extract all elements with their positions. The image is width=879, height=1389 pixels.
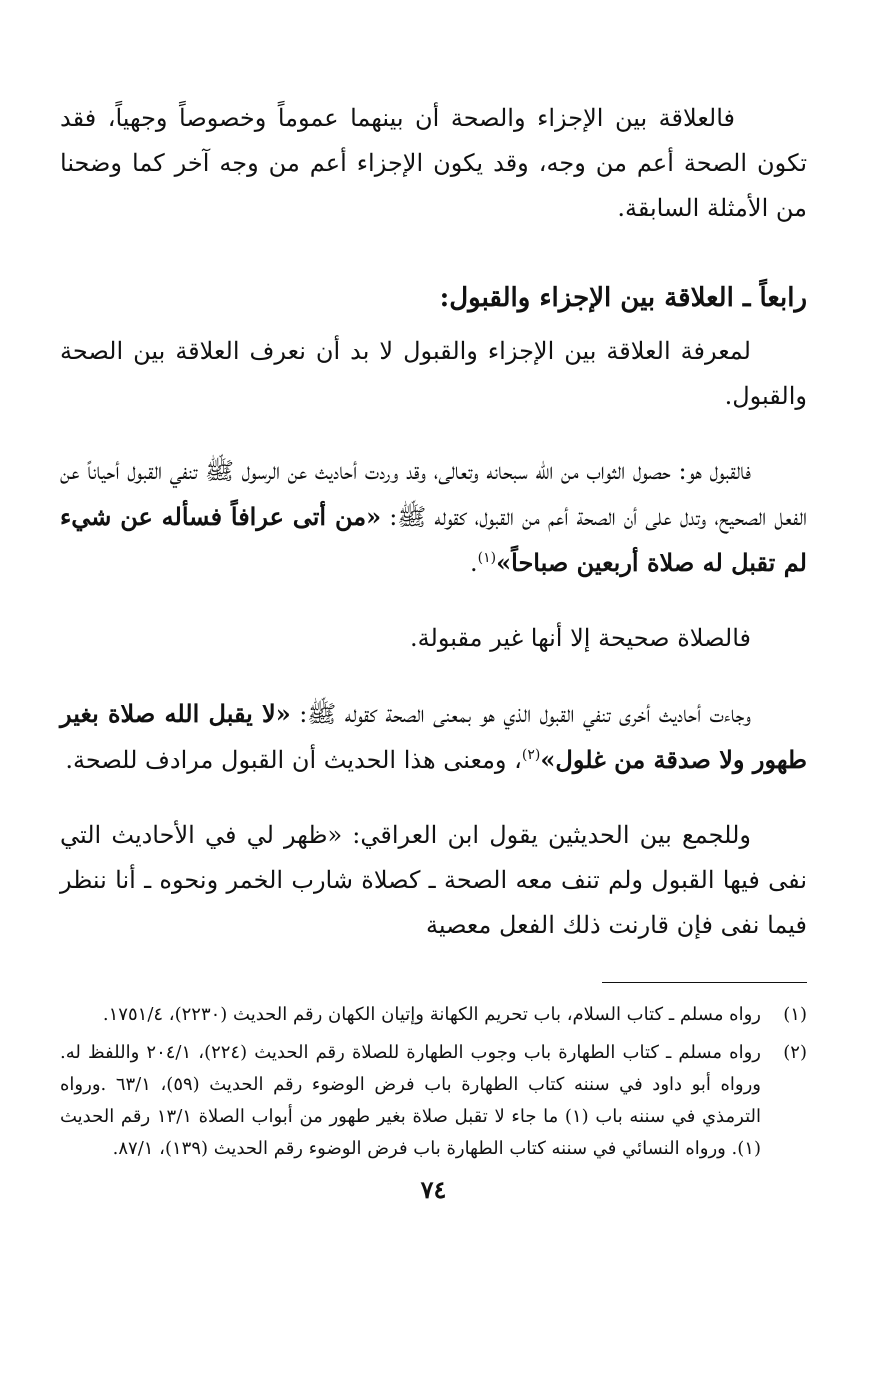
book-page	[60, 96, 807, 1349]
paragraph-acceptance-definition	[60, 449, 807, 586]
footnote-ref: (١)	[477, 550, 497, 566]
footnote-item	[60, 1037, 807, 1165]
paragraph-text: وجاءت أحاديث أخرى تنفي القبول الذي هو بمعنى الصحة كقوله ﷺ:	[290, 700, 752, 728]
page-number: ٧٤	[420, 1175, 447, 1204]
footnote-text: رواه مسلم ـ كتاب السلام، باب تحريم الكهانة وإتيان الكهان رقم الحديث (٢٢٣٠)، ١٧٥١/٤.	[102, 1004, 761, 1025]
footnote-item	[60, 999, 807, 1031]
footnote-divider	[602, 982, 807, 983]
footnote-number: (٢)	[783, 1042, 807, 1063]
paragraph-reconciliation: وللجمع بين الحديثين يقول ابن العراقي: «ظهر لي في الأحاديث التي نفى فيها القبول ولم تنف معه الصحة ـ كصلاة شارب الخمر ونحوه ـ أنا ننظر فيما نفى فإن قارنت ذلك الفعل معصية	[60, 821, 807, 939]
paragraph-relation-summary: فالعلاقة بين الإجزاء والصحة أن بينهما عموماً وخصوصاً وجهياً، فقد تكون الصحة أعم من وجه، وقد يكون الإجزاء أعم من وجه آخر كما وضحنا من الأمثلة السابقة.	[60, 104, 807, 222]
paragraph-valid-not-accepted: فالصلاة صحيحة إلا أنها غير مقبولة.	[410, 624, 751, 652]
hadith-quote: «من أتى عرافاً فسأله عن شيء لم تقبل له صلاة أربعين صباحاً»	[60, 502, 807, 577]
paragraph-text-end: ، ومعنى هذا الحديث أن القبول مرادف للصحة.	[65, 746, 522, 774]
paragraph-other-hadiths	[60, 691, 807, 783]
paragraph-intro: لمعرفة العلاقة بين الإجزاء والقبول لا بد أن نعرف العلاقة بين الصحة والقبول.	[60, 337, 807, 410]
footnote-ref: (٢)	[521, 747, 541, 763]
footnotes	[60, 999, 807, 1165]
section-heading: رابعاً ـ العلاقة بين الإجزاء والقبول:	[439, 283, 807, 313]
footnote-text: رواه مسلم ـ كتاب الطهارة باب وجوب الطهارة للصلاة رقم الحديث (٢٢٤)، ٢٠٤/١ واللفظ له. ورواه أبو داود في سننه كتاب الطهارة باب فرض الوضوء رقم الحديث (٥٩)، ٦٣/١ .ورواه الترمذي في سننه باب (١) ما جاء لا تقبل صلاة بغير طهور من أبواب الصلاة ١٣/١ رقم الحديث (١). ورواه النسائي في سننه كتاب الطهارة باب فرض الوضوء رقم الحديث (١٣٩)، ٨٧/١.	[60, 1042, 761, 1159]
footnote-number: (١)	[783, 1004, 807, 1025]
hadith-quote: «لا يقبل الله صلاة بغير طهور ولا صدقة من غلول»	[60, 699, 807, 774]
paragraph-text: فالقبول هو: حصول الثواب من الله سبحانه وتعالى، وقد وردت أحاديث عن الرسول ﷺ تنفي القبول أحياناً عن الفعل الصحيح، وتدل على أن الصحة أعم من القبول، كقوله ﷺ:	[60, 457, 808, 531]
paragraph-text-end: .	[470, 549, 478, 577]
